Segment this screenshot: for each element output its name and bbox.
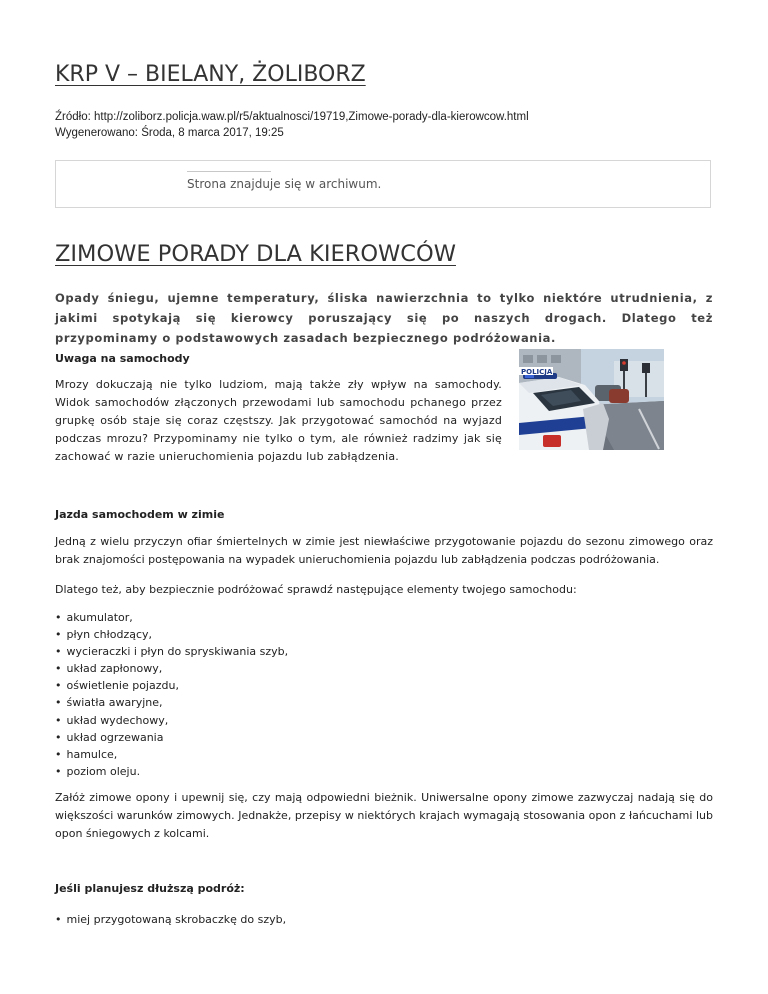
police-car-photo xyxy=(519,349,664,450)
car-check-list xyxy=(55,609,288,780)
list-item: • oświetlenie pojazdu, xyxy=(55,677,288,694)
section-cars-paragraph: Mrozy dokuczają nie tylko ludziom, mają także zły wpływ na samochody. Widok samochodów złączonych przewodami lub samochodu pchanego przez grupkę osób staje się coraz częstszy. Jak przygotować samochód na wyjazd podczas mrozu? Przypominamy nie tylko o tym, ale również radzimy jak się zachować w razie unieruchomienia pojazdu lub zabłądzenia. xyxy=(55,378,502,463)
police-car-photo-image xyxy=(519,349,664,450)
list-item: • układ ogrzewania xyxy=(55,729,288,746)
section-heading-long-trip: Jeśli planujesz dłuższą podróż: xyxy=(55,882,245,895)
list-item: • akumulator, xyxy=(55,609,288,626)
long-trip-list xyxy=(55,911,286,928)
section-winter-paragraph-1: Jedną z wielu przyczyn ofiar śmiertelnych w zimie jest niewłaściwe przygotowanie pojazdu do sezonu zimowego oraz brak znajomości postępowania na wypadek unieruchomienia pojazdu lub zabłądzenia podczas podróżowania. xyxy=(55,535,713,566)
section-winter-paragraph-2: Dlatego też, aby bezpiecznie podróżować sprawdź następujące elementy twojego samochodu: xyxy=(55,583,577,596)
list-item: • hamulce, xyxy=(55,746,288,763)
list-item: • płyn chłodzący, xyxy=(55,626,288,643)
archive-divider xyxy=(187,171,271,172)
list-item: • układ wydechowy, xyxy=(55,712,288,729)
archive-notice-text: Strona znajduje się w archiwum. xyxy=(187,177,382,191)
archive-notice-box xyxy=(55,160,711,208)
section-heading-winter-driving: Jazda samochodem w zimie xyxy=(55,508,225,521)
section-heading-cars: Uwaga na samochody xyxy=(55,352,190,365)
site-title: KRP V – BIELANY, ŻOLIBORZ xyxy=(55,62,366,87)
article-lead: Opady śniegu, ujemne temperatury, śliska nawierzchnia to tylko niektóre utrudnienia, z jakimi spotykają się kierowcy poruszający się po naszych drogach. Dlatego też przypominamy o podstawowych zasadach bezpiecznego podróżowania. xyxy=(55,291,713,345)
list-item: • układ zapłonowy, xyxy=(55,660,288,677)
police-text-label: POLICJA xyxy=(521,368,553,376)
list-item: • wycieraczki i płyn do spryskiwania szyb, xyxy=(55,643,288,660)
list-item: • miej przygotowaną skrobaczkę do szyb, xyxy=(55,911,286,928)
generated-line: Wygenerowano: Środa, 8 marca 2017, 19:25 xyxy=(55,126,284,139)
list-item: • światła awaryjne, xyxy=(55,694,288,711)
document-meta xyxy=(55,110,529,141)
article-title: ZIMOWE PORADY DLA KIEROWCÓW xyxy=(55,241,456,267)
source-line: Źródło: http://zoliborz.policja.waw.pl/r5/aktualnosci/19719,Zimowe-porady-dla-kierowcow.html xyxy=(55,111,529,123)
list-item: • poziom oleju. xyxy=(55,763,288,780)
section-winter-paragraph-3: Załóż zimowe opony i upewnij się, czy mają odpowiedni bieżnik. Uniwersalne opony zimowe zazwyczaj nadają się do większości warunków zimowych. Jednakże, przepisy w niektórych krajach wymagają stosowania opon z łańcuchami lub opon śniegowych z kolcami. xyxy=(55,791,713,840)
